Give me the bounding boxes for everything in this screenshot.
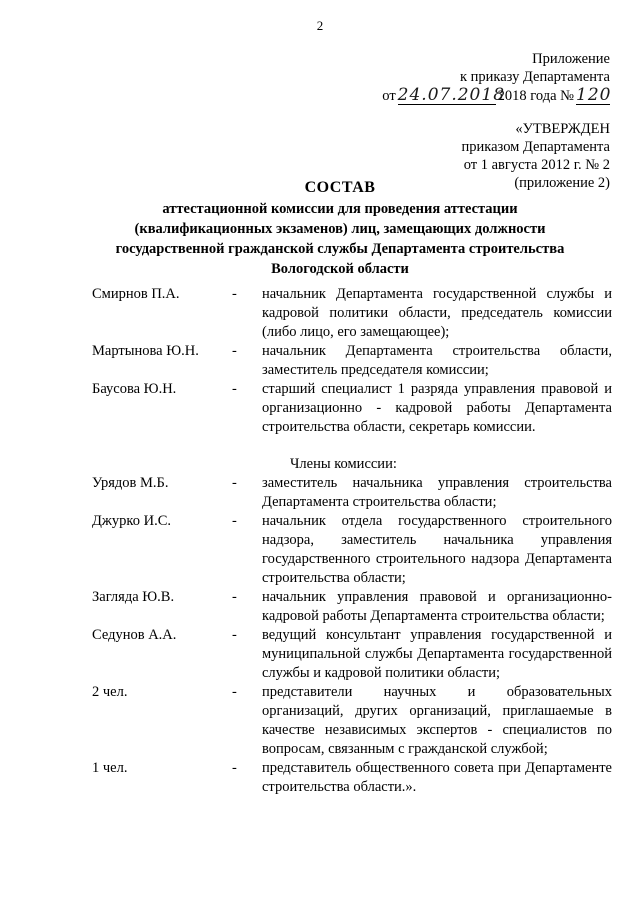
list-item [92,626,612,683]
member-name: Смирнов П.А. [92,286,180,302]
list-item [92,588,612,626]
list-item [92,683,612,759]
title-line: Вологодской области [271,261,409,277]
list-item [92,380,612,437]
approved-date: от 1 августа 2012 г. № 2 [463,157,610,173]
member-role: начальник управления правовой и организационно-кадровой работы Департамента строительства области; [262,589,612,624]
member-dash: - [232,589,237,605]
list-item [92,759,612,797]
order-date-line [382,86,610,105]
member-dash: - [232,286,237,302]
member-role: заместитель начальника управления строительства Департамента строительства области; [262,475,612,510]
member-name: Джурко И.С. [92,513,171,529]
member-role: начальник Департамента государственной службы и кадровой политики области, председатель комиссии (либо лицо, его замещающее); [262,286,612,340]
members-section-label: Члены комиссии: [290,456,397,472]
member-role: старший специалист 1 разряда управления правовой и организационно - кадровой работы Департамента строительства области, секретарь комиссии. [262,381,612,435]
title-line: аттестационной комиссии для проведения аттестации [162,201,518,217]
title-line: (квалификационных экзаменов) лиц, замещающих должности [134,221,546,237]
handwritten-order-number: 120 [576,85,612,105]
order-suffix: 2018 года № [497,88,574,104]
member-dash: - [232,684,237,700]
member-dash: - [232,627,237,643]
list-item [92,342,612,380]
member-name: 1 чел. [92,760,128,776]
member-dash: - [232,760,237,776]
handwritten-order-date: 24.07.2018 [397,85,506,105]
member-role: ведущий консультант управления государственной и муниципальной службы Департамента государственной службы и кадровой политики области; [262,627,612,681]
list-item [92,512,612,588]
member-name: Загляда Ю.В. [92,589,175,605]
member-name: 2 чел. [92,684,128,700]
member-dash: - [232,513,237,529]
member-name: Седунов А.А. [92,627,177,643]
order-reference: к приказу Департамента [459,69,610,85]
member-name: Урядов М.Б. [92,475,169,491]
member-name: Мартынова Ю.Н. [92,343,199,359]
approved-appendix: (приложение 2) [514,175,610,191]
approved-label: «УТВЕРЖДЕН [515,121,610,137]
member-dash: - [232,343,237,359]
appendix-header [382,50,610,105]
list-item [92,474,612,512]
member-role: представитель общественного совета при Департаменте строительства области.». [262,760,612,795]
member-role: начальник Департамента строительства области, заместитель председателя комиссии; [262,343,612,378]
order-prefix: от [382,88,396,104]
member-dash: - [232,475,237,491]
title-main: СОСТАВ [304,179,376,196]
document-title [60,178,620,279]
member-dash: - [232,381,237,397]
list-item [92,285,612,342]
member-role: начальник отдела государственного строительного надзора, заместитель начальника управления государственного строительного надзора Департамента строительства области; [262,513,612,586]
member-role: представители научных и образовательных организаций, других организаций, приглашаемые в качестве независимых экспертов - специалистов по вопросам, связанным с гражданской службой; [262,684,612,757]
page-number: 2 [316,18,324,33]
member-name: Баусова Ю.Н. [92,381,177,397]
title-line: государственной гражданской службы Департамента строительства [115,241,565,257]
commission-composition [92,285,612,797]
approved-by: приказом Департамента [461,139,610,155]
appendix-label: Приложение [532,51,610,67]
